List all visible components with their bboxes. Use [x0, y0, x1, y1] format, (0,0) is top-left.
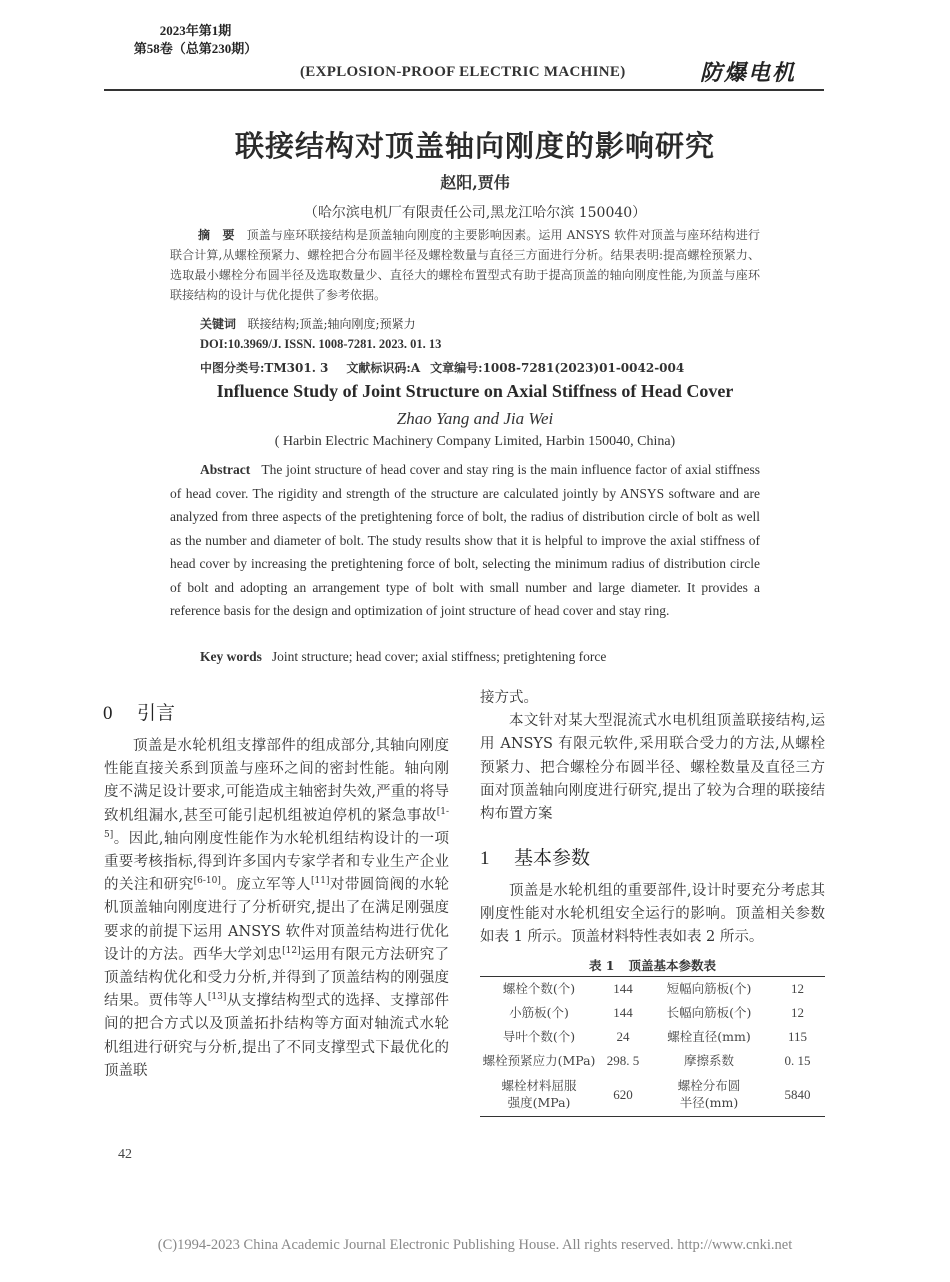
table-1-title: 顶盖基本参数表	[628, 958, 717, 973]
table-cell: 298. 5	[606, 1053, 640, 1068]
table-cell: 144	[613, 1005, 633, 1020]
year-issue: 2023年第1期	[159, 23, 232, 38]
table-cell: 螺栓材料屈服强度(MPa)	[501, 1078, 577, 1111]
authors-en: Zhao Yang and Jia Wei	[396, 409, 554, 428]
section-0-heading	[103, 698, 175, 725]
section-0-number: 0	[103, 703, 113, 724]
table-cell: 0. 15	[784, 1053, 811, 1068]
table-row	[480, 1073, 825, 1117]
table-cell: 115	[787, 1029, 808, 1044]
table-cell: 12	[791, 1005, 804, 1020]
keywords-en	[200, 649, 606, 665]
section-1-number: 1	[480, 848, 490, 869]
table-row	[480, 1049, 825, 1073]
intro-paragraph	[104, 735, 449, 1083]
table-cell: 24	[616, 1029, 630, 1044]
text-run: 对带圆筒阀的水轮机顶盖轴向刚度进行了分析研究,提出了在满足刚强度要求的前提下运用 ANSYS 软件对顶盖结构进行优化设计的方法。西华大学刘忠	[104, 877, 450, 963]
intro-paragraph-2: 本文针对某大型混流式水电机组顶盖联接结构,运用 ANSYS 有限元软件,采用联合受力的方法,从螺栓预紧力、把合螺栓分布圆半径、螺栓数量及直径三方面对顶盖轴向刚度进行研究,提出了较为合理的联接结构布置方案	[480, 713, 825, 823]
keywords-cn-label: 关键词	[200, 317, 237, 331]
affiliation-en: ( Harbin Electric Machinery Company Limited, Harbin 150040, China)	[274, 434, 676, 449]
page-number: 42	[118, 1147, 132, 1162]
citation: [12]	[282, 946, 301, 956]
table-cell: 12	[791, 981, 804, 997]
abstract-cn-text: 顶盖与座环联接结构是顶盖轴向刚度的主要影响因素。运用 ANSYS 软件对顶盖与座环结构进行联合计算,从螺栓预紧力、螺栓把合分布圆半径及螺栓数量与直径三方面进行分析。结果表明:提高螺栓预紧力、选取最小螺栓分布圆半径及选取数量少、直径大的螺栓布置型式有助于提高顶盖的轴向刚度性能,为顶盖与座环联接结构的设计与优化提供了参考依据。	[170, 228, 760, 302]
citation: [1-5]	[104, 806, 449, 840]
table-cell: 摩擦系数	[683, 1053, 734, 1068]
authors: 赵阳,贾伟	[440, 173, 510, 192]
table-cell: 144	[613, 981, 633, 997]
table-cell: 短幅向筋板(个)	[666, 981, 752, 997]
section-1-body	[480, 880, 825, 950]
article-number: 文章编号:1008-7281(2023)01-0042-004	[430, 361, 685, 375]
clc-number: 中图分类号:TM301. 3	[200, 361, 329, 375]
text-run: 顶盖是水轮机组支撑部件的组成部分,其轴向刚度性能直接关系到顶盖与座环之间的密封性能。轴向刚度不满足设计要求,可能造成主轴密封失效,严重的将导致机组漏水,甚至可能引起机组被迫停机的紧急事故	[104, 738, 449, 824]
keywords-en-label: Key words	[200, 649, 262, 664]
table-cell: 螺栓个数(个)	[502, 981, 576, 997]
section-0-title: 引言	[137, 702, 176, 724]
affiliation: （哈尔滨电机厂有限责任公司,黑龙江哈尔滨 150040）	[303, 205, 647, 221]
abstract-en	[170, 458, 760, 623]
section-1-title: 基本参数	[514, 847, 591, 869]
table-row	[480, 977, 825, 1001]
basic-params-paragraph: 顶盖是水轮机组的重要部件,设计时要充分考虑其刚度性能对水轮机组安全运行的影响。顶盖相关参数如表 1 所示。顶盖材料特性表如表 2 所示。	[480, 883, 825, 946]
table-cell: 5840	[784, 1086, 811, 1102]
section-1-heading	[480, 843, 590, 870]
intro-paragraph-continued: 接方式。	[480, 690, 538, 706]
abstract-cn-label: 摘 要	[198, 228, 239, 242]
section-0-body	[104, 735, 449, 1083]
table-1-number: 表 1	[588, 958, 615, 973]
citation: [11]	[311, 876, 330, 887]
table-cell: 导叶个数(个)	[502, 1029, 576, 1044]
abstract-en-label: Abstract	[200, 462, 251, 477]
table-cell: 620	[613, 1086, 633, 1102]
text-run: 运用有限元方法研究了顶盖结构优化和受力分析,并得到了顶盖结构的刚强度结果。贾伟等人	[104, 946, 450, 1010]
header-rule	[104, 89, 824, 91]
table-1	[480, 976, 825, 1117]
section-0-body-continued	[480, 687, 825, 826]
paper-title: 联接结构对顶盖轴向刚度的影响研究	[234, 129, 715, 163]
table-cell: 长幅向筋板(个)	[666, 1005, 752, 1020]
text-run: 。庞立军等人	[220, 877, 311, 894]
citation: [6-10]	[193, 876, 221, 887]
issue-info	[118, 22, 273, 58]
keywords-cn	[200, 315, 416, 332]
doi: DOI:10.3969/J. ISSN. 1008-7281. 2023. 01. 13	[200, 337, 442, 351]
paper-title-en: Influence Study of Joint Structure on Axial Stiffness of Head Cover	[216, 381, 734, 401]
table-cell: 螺栓直径(mm)	[667, 1029, 751, 1044]
classification	[200, 359, 684, 376]
text-run: 从支撑结构型式的选择、支撑部件间的把合方式以及顶盖拓扑结构等方面对轴流式水轮机组进行研究与分析,提出了不同支撑型式下最优化的顶盖联	[104, 993, 450, 1079]
text-run: 。因此,轴向刚度性能作为水轮机组结构设计的一项重要考核指标,得到许多国内专家学者和专业生产企业的关注和研究	[104, 830, 449, 894]
table-cell: 小筋板(个)	[509, 1005, 569, 1020]
abstract-cn	[170, 225, 760, 305]
table-cell: 螺栓分布圆半径(mm)	[677, 1078, 741, 1111]
table-row	[480, 1001, 825, 1025]
journal-name-en: (EXPLOSION-PROOF ELECTRIC MACHINE)	[300, 64, 626, 80]
keywords-en-text: Joint structure; head cover; axial stiffness; pretightening force	[271, 649, 607, 664]
table-1-caption	[480, 956, 825, 974]
table-cell: 螺栓预紧应力(MPa)	[482, 1053, 596, 1068]
citation: [13]	[207, 992, 227, 1003]
abstract-en-text: The joint structure of head cover and stay ring is the main influence factor of axial stiffness of head cover. The rigidity and strength of the structure are calculated jointly by ANSYS software and are analyzed from three aspects of the pretightening force of bolt, the radius of distribution circle of bolt as well as the number and diameter of bolt. The study results show that it is helpful to improve the axial stiffness of head cover by increasing the pretightening force of bolt, selecting the minimum radius of distribution circle of bolt and adopting an arrangement type of bolt with small number and large diameter. It provides a reference basis for the design and optimization of joint structure of head cover and stay ring.	[170, 462, 760, 618]
journal-logo: 防爆电机	[700, 60, 797, 86]
keywords-cn-text: 联接结构;顶盖;轴向刚度;预紧力	[247, 317, 416, 331]
copyright-footer: (C)1994-2023 China Academic Journal Electronic Publishing House. All rights reserved. http://www.cnki.net	[157, 1237, 793, 1253]
volume-info: 第58卷（总第230期）	[133, 41, 258, 56]
table-row	[480, 1025, 825, 1049]
doc-code: 文献标识码:A	[346, 361, 421, 375]
